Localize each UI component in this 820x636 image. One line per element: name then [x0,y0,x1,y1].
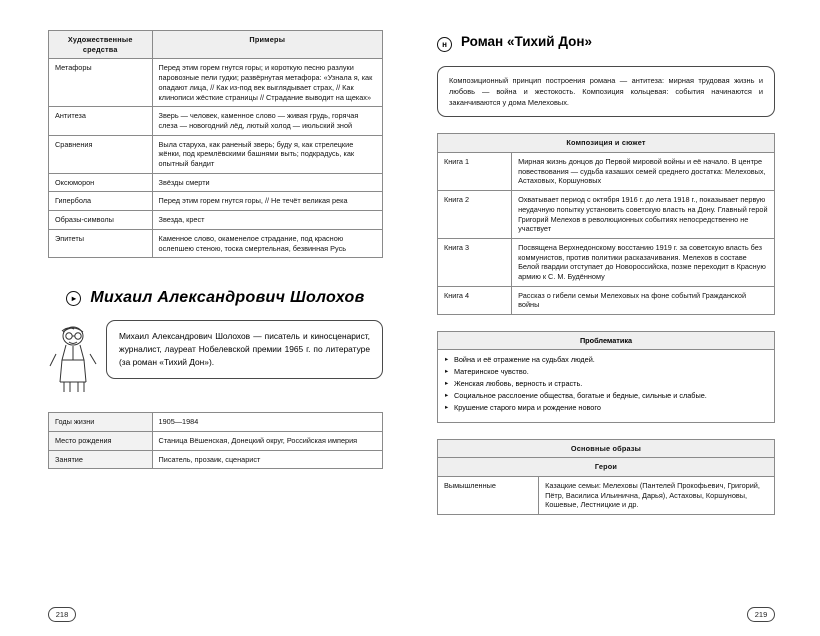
device-name: Оксюморон [49,173,153,192]
book-label: Книга 2 [438,191,512,239]
table-row [438,286,775,314]
table-row [438,476,775,514]
book-label: Книга 3 [438,238,512,286]
table-header-row [438,134,775,153]
book-summary: Охватывает период с октября 1916 г. до лета 1918 г., показывает первую неудачную попытку установить советскую власть на Дону. Главный герой Григорий Мелехов в революционных событиях непосредственно не участвует [512,191,775,239]
composition-table [437,133,775,315]
page-number-right: 219 [747,607,775,622]
book-summary: Посвящена Верхнедонскому восстанию 1919 г. за советскую власть без коммунистов, против политики расказачивания. Мелехов в составе Белой гвардии отступает до Новороссийска, позже переходит в Красную армию к С. М. Будённому [512,238,775,286]
book-label: Книга 1 [438,153,512,191]
table-row [49,59,383,107]
list-item: ▸ Крушение старого мира и рождение нового [445,403,767,414]
device-example: Звёзды смерти [152,173,382,192]
table-row [49,107,383,135]
author-note-block [48,320,383,396]
novel-composition-note: Композиционный принцип построения романа — антитеза: мирная трудовая жизнь и любовь — война и жестокость. Композиция кольцевая: события начинаются и заканчиваются у дома Мелеховых. [437,66,775,117]
table-row [438,153,775,191]
page-number-left: 218 [48,607,76,622]
problems-list-box [437,350,775,422]
book-summary: Мирная жизнь донцов до Первой мировой войны и её начало. В центре повествования — судьба казаших семей среднего достатка: Мелеховых, Астаховых, Коршуновых [512,153,775,191]
table-row [49,192,383,211]
novel-heading [437,34,775,52]
col-header-examples: Примеры [152,31,382,59]
play-circle-icon: ▸ [66,291,81,306]
fact-value: Писатель, прозаик, сценарист [152,450,382,469]
list-item: ▸ Материнское чувство. [445,367,767,378]
device-example: Звезда, крест [152,211,382,230]
device-name: Гипербола [49,192,153,211]
letter-n-circle-icon: н [437,37,452,52]
novel-title: Роман «Тихий Дон» [461,34,593,49]
problems-block [437,331,775,422]
device-example: Выла старуха, как раненый зверь; буду я, как стрелецкие жёнки, под кремлёвскими башнями выть; подкрадусь, как опытный бандит [152,135,382,173]
author-bio-note: Михаил Александрович Шолохов — писатель и киносценарист, журналист, лауреат Нобелевской премии 1965 г. по литературе (за роман «Тихий Дон»). [106,320,383,379]
table-header-row [438,439,775,458]
problems-list [445,355,767,414]
device-example: Каменное слово, окаменелое страдание, под красною ослепшею стеною, тоска смертельная, безвинная Русь [152,229,382,257]
device-example: Зверь — человек, каменное слово — живая грудь, горячая слеза — новогодний лёд, лютый холод — июльский зной [152,107,382,135]
fact-value: Станица Вёшенская, Донецкий округ, Российская империя [152,431,382,450]
left-column [48,30,383,469]
list-item: ▸ Война и её отражение на судьбах людей. [445,355,767,366]
table-row [49,173,383,192]
author-title: Михаил Александрович Шолохов [90,289,365,307]
table-row [49,229,383,257]
table-row [49,413,383,432]
table-row [49,431,383,450]
fact-value: 1905—1984 [152,413,382,432]
book-label: Книга 4 [438,286,512,314]
device-example: Перед этим горем гнутся горы; и короткую песню разлуки паровозные пели гудки; развёрнутая метафора: «Узнала я, как опадают лица, // Как из-под век выглядывает страх, // Как клинописи жёсткие страницы // Страдание выводит на щеках» [152,59,382,107]
author-heading [48,288,383,308]
table-row [49,211,383,230]
writer-illustration-icon [48,320,100,396]
table-row [438,238,775,286]
character-group-value: Казацкие семьи: Мелеховы (Пантелей Прокофьевич, Григорий, Пётр, Василиса Ильинична, Дарья), Астаховы, Коршуновы, Кошевые, Лестницкие и др. [539,476,775,514]
writer-figure-svg [48,320,100,396]
images-table-title: Основные образы [438,439,775,458]
fact-label: Годы жизни [49,413,153,432]
table-row [438,191,775,239]
composition-table-title: Композиция и сюжет [438,134,775,153]
table-row [49,450,383,469]
problems-title: Проблематика [437,331,775,350]
table-subheader-row [438,458,775,477]
col-header-devices: Художественные средства [49,31,153,59]
character-group-label: Вымышленные [438,476,539,514]
main-images-table [437,439,775,516]
list-item: ▸ Женская любовь, верность и страсть. [445,379,767,390]
artistic-devices-table [48,30,383,258]
author-facts-table [48,412,383,469]
device-name: Метафоры [49,59,153,107]
right-column [437,30,775,515]
book-summary: Рассказ о гибели семьи Мелеховых на фоне событий Гражданской войны [512,286,775,314]
table-header-row [49,31,383,59]
table-row [49,135,383,173]
device-name: Эпитеты [49,229,153,257]
images-table-subtitle: Герои [438,458,775,477]
device-name: Антитеза [49,107,153,135]
list-item: ▸ Социальное расслоение общества, богатые и бедные, сильные и слабые. [445,391,767,402]
fact-label: Место рождения [49,431,153,450]
device-name: Сравнения [49,135,153,173]
device-example: Перед этим горем гнутся горы, // Не течёт великая река [152,192,382,211]
device-name: Образы-символы [49,211,153,230]
fact-label: Занятие [49,450,153,469]
